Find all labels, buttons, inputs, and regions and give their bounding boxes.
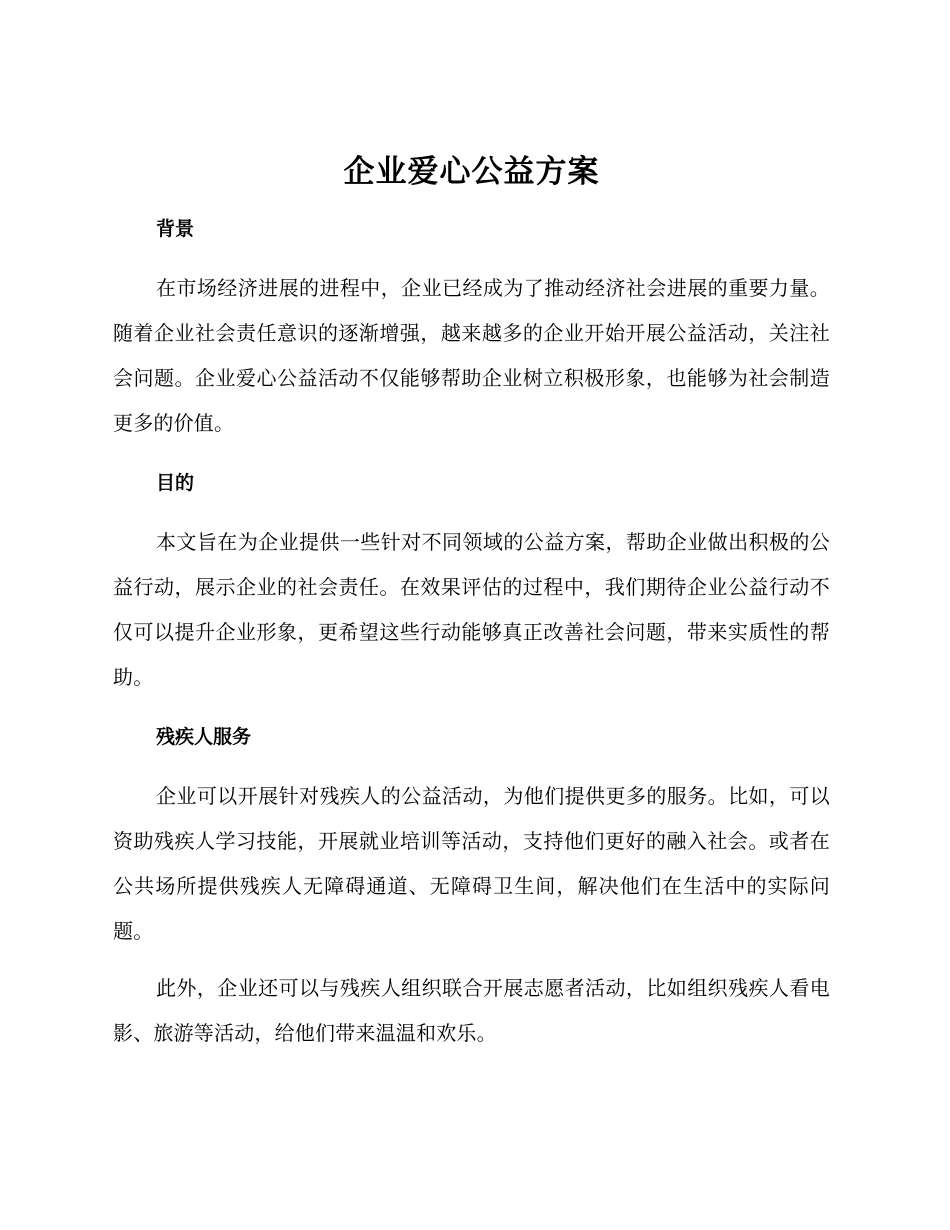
paragraph-disability-services-1: 企业可以开展针对残疾人的公益活动，为他们提供更多的服务。比如，可以资助残疾人学习技能，开展就业培训等活动，支持他们更好的融入社会。或者在公共场所提供残疾人无障碍通道、无障碍卫生间，解决他们在生活中的实际问题。 xyxy=(113,784,830,943)
section-disability-services xyxy=(113,722,830,1056)
paragraph-background: 在市场经济进展的进程中，企业已经成为了推动经济社会进展的重要力量。随着企业社会责任意识的逐渐增强，越来越多的企业开始开展公益活动，关注社会问题。企业爱心公益活动不仅能够帮助企业树立积极形象，也能够为社会制造更多的价值。 xyxy=(113,276,830,435)
section-background xyxy=(113,214,830,446)
section-heading-purpose: 目的 xyxy=(156,472,195,494)
document-title: 企业爱心公益方案 xyxy=(343,154,600,190)
section-purpose xyxy=(113,468,830,700)
paragraph-disability-services-2: 此外，企业还可以与残疾人组织联合开展志愿者活动，比如组织残疾人看电影、旅游等活动，给他们带来温温和欢乐。 xyxy=(113,976,830,1045)
section-heading-disability-services: 残疾人服务 xyxy=(156,726,252,748)
paragraph-purpose: 本文旨在为企业提供一些针对不同领域的公益方案，帮助企业做出积极的公益行动，展示企业的社会责任。在效果评估的过程中，我们期待企业公益行动不仅可以提升企业形象，更希望这些行动能够真正改善社会问题，带来实质性的帮助。 xyxy=(113,530,830,689)
section-heading-background: 背景 xyxy=(156,218,195,240)
